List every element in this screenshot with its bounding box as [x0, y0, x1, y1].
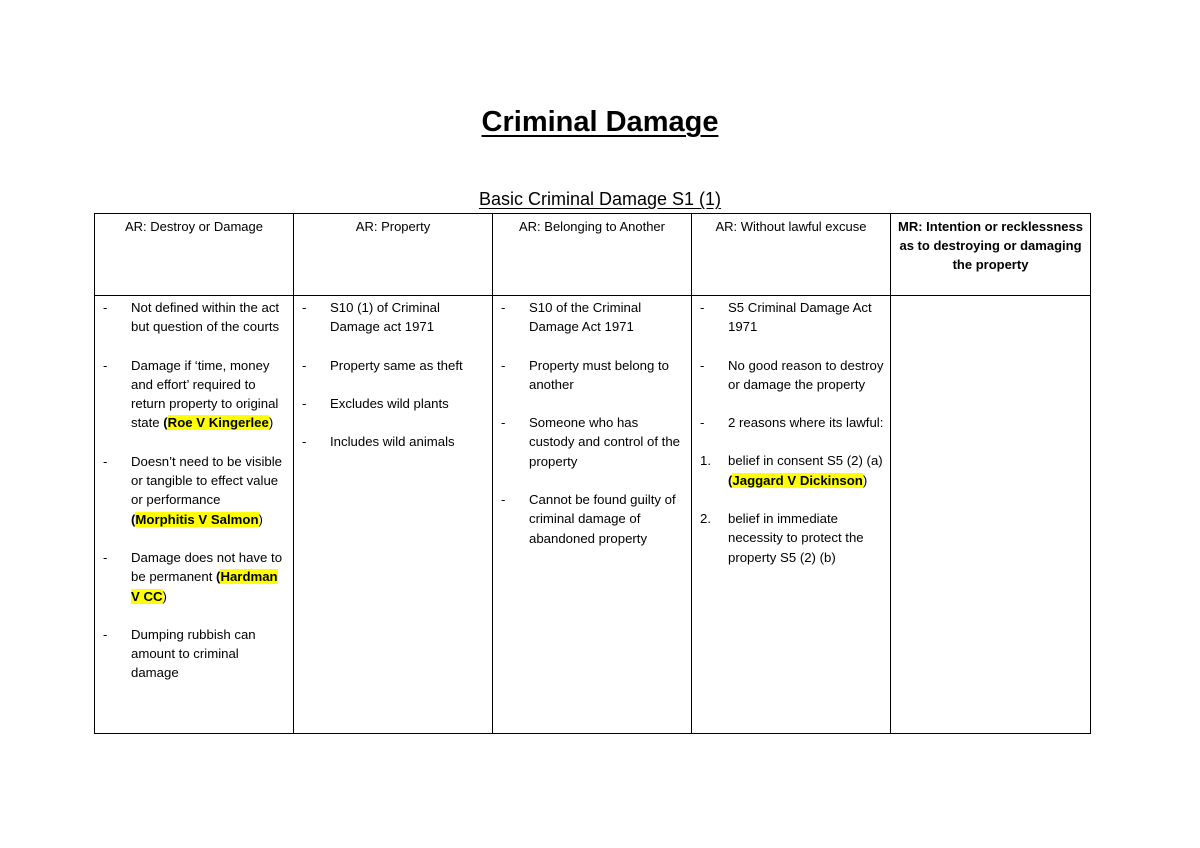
item-text: S5 Criminal Damage Act 1971 [728, 300, 872, 335]
list-marker: - [302, 434, 307, 450]
document-title: Criminal Damage [481, 106, 719, 138]
column-mens-rea [891, 296, 1091, 734]
case-open-paren: ( [728, 472, 733, 488]
list-item [698, 298, 884, 337]
list-item [698, 451, 884, 490]
list-marker: 1. [700, 453, 711, 469]
item-text: Dumping rubbish can amount to criminal damage [131, 626, 256, 681]
list-item-text [330, 394, 486, 413]
list-marker: - [501, 415, 506, 431]
item-text: belief in consent S5 (2) (a) [728, 453, 883, 469]
list-item [499, 298, 685, 337]
list-item [101, 548, 287, 606]
criminal-damage-table [94, 213, 1091, 734]
case-open-paren: ( [216, 569, 221, 585]
list-item [300, 298, 486, 337]
list-item-text [131, 625, 287, 683]
list-marker: - [103, 549, 108, 565]
item-text: Excludes wild plants [330, 395, 449, 411]
list-marker: - [700, 300, 705, 315]
list-marker: - [501, 357, 506, 373]
list-marker: 2. [700, 511, 711, 527]
list-item-text [131, 356, 287, 433]
list-item-text [728, 451, 884, 490]
header-property: AR: Property [294, 214, 493, 296]
item-text: S10 of the Criminal Damage Act 1971 [529, 300, 642, 335]
list-marker: - [103, 626, 108, 642]
list-item [101, 452, 287, 529]
item-text: Cannot be found guilty of criminal damage of abandoned property [529, 492, 676, 546]
list-item-text [330, 298, 486, 337]
case-close-paren: ) [258, 511, 263, 527]
list-item-text [529, 298, 685, 337]
list-item [101, 356, 287, 433]
case-close-paren: ) [162, 588, 167, 604]
list-item-text [728, 298, 884, 337]
list-marker: - [103, 453, 108, 469]
list-item [101, 298, 287, 337]
list-item [698, 356, 884, 395]
item-text: Damage if ‘time, money and effort’ required to return property to original state [131, 357, 279, 431]
item-text: Property must belong to another [529, 357, 670, 392]
item-text: Includes wild animals [330, 434, 455, 450]
list-item [300, 394, 486, 413]
list-item [101, 625, 287, 683]
list-item [499, 356, 685, 395]
column-without-lawful-excuse [692, 296, 891, 734]
header-destroy-or-damage: AR: Destroy or Damage [95, 214, 294, 296]
item-text: Damage does not have to be permanent [131, 549, 283, 585]
item-text: No good reason to destroy or damage the property [728, 357, 884, 392]
list-item-text [131, 298, 287, 337]
list-marker: - [103, 357, 108, 373]
item-text: Doesn’t need to be visible or tangible to effect value or performance [131, 453, 283, 508]
list-item [300, 432, 486, 451]
item-text: Property same as theft [330, 357, 463, 373]
case-citation: Roe V Kingerlee [167, 415, 269, 431]
list-marker: - [302, 357, 307, 373]
list-marker: - [501, 300, 506, 315]
list-item-text [728, 509, 884, 567]
table-header-row [95, 214, 1091, 296]
column-destroy-or-damage [95, 296, 294, 734]
column-property [294, 296, 493, 734]
case-citation: Hardman V CC [131, 569, 278, 604]
header-without-lawful-excuse: AR: Without lawful excuse [692, 214, 891, 296]
case-close-paren: ) [268, 415, 274, 431]
list-item [698, 509, 884, 567]
list-item [499, 490, 685, 548]
header-belonging-to-another: AR: Belonging to Another [493, 214, 692, 296]
list-item [499, 413, 685, 471]
item-text: Not defined within the act but question of the courts [131, 300, 280, 335]
item-text: 2 reasons where its lawful: [728, 415, 884, 431]
case-open-paren: ( [131, 511, 136, 527]
list-marker: - [302, 300, 307, 315]
list-item [300, 356, 486, 375]
list-item-text [131, 548, 287, 606]
item-text: belief in immediate necessity to protect the property S5 (2) (b) [728, 511, 864, 565]
header-mens-rea: MR: Intention or recklessness as to destroying or damaging the property [891, 214, 1091, 296]
item-text: Someone who has custody and control of the property [529, 415, 681, 469]
case-citation: Jaggard V Dickinson [732, 472, 863, 488]
list-item-text [131, 452, 287, 529]
column-belonging-to-another [493, 296, 692, 734]
list-item-text [330, 356, 486, 375]
list-item [698, 413, 884, 432]
list-marker: - [302, 395, 307, 411]
list-item-text [728, 413, 884, 432]
list-marker: - [103, 300, 108, 315]
section-title: Basic Criminal Damage S1 (1) [478, 189, 722, 209]
list-marker: - [700, 357, 705, 373]
list-item-text [728, 356, 884, 395]
case-citation: Morphitis V Salmon [135, 511, 259, 527]
item-text: S10 (1) of Criminal Damage act 1971 [330, 300, 440, 335]
list-item-text [529, 413, 685, 471]
case-open-paren: ( [163, 415, 168, 431]
list-item-text [529, 490, 685, 548]
list-item-text [330, 432, 486, 451]
case-close-paren: ) [862, 472, 868, 488]
list-marker: - [501, 492, 506, 508]
list-marker: - [700, 415, 705, 431]
table-body-row [95, 296, 1091, 734]
list-item-text [529, 356, 685, 395]
